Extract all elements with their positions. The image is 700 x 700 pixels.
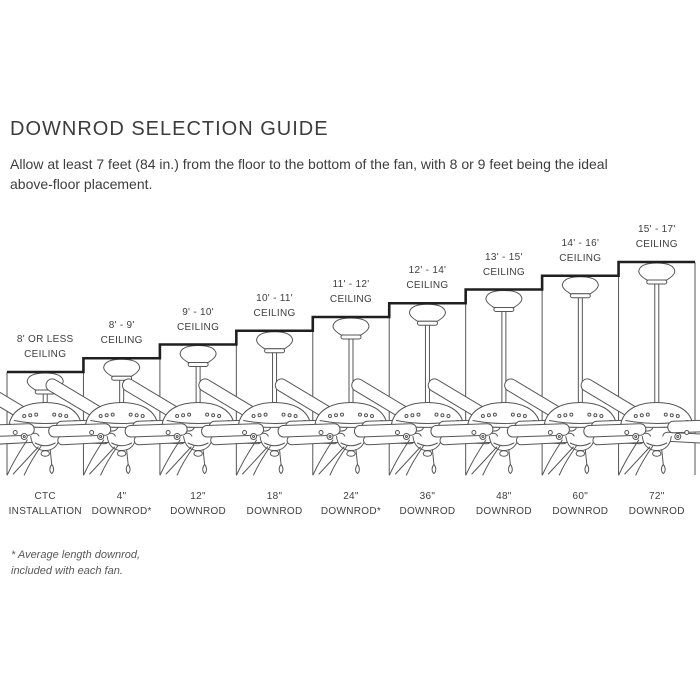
ceiling-word: CEILING xyxy=(329,294,373,305)
ceiling-range: 8' OR LESS xyxy=(16,334,74,345)
ceiling-word: CEILING xyxy=(253,307,296,319)
downrod-word: DOWNROD xyxy=(170,506,227,517)
ceiling-height-label xyxy=(313,275,389,307)
downrod-size: 48" xyxy=(496,491,512,502)
ceiling-height-label xyxy=(236,289,312,321)
ceiling-height-label xyxy=(389,261,465,293)
downrod-size-label xyxy=(542,489,618,519)
downrod-word: DOWNROD xyxy=(552,506,609,517)
downrod-word: DOWNROD xyxy=(399,506,456,517)
ceiling-word: CEILING xyxy=(100,335,143,347)
ceiling-fan-illustration xyxy=(273,318,424,475)
downrod-word: DOWNROD xyxy=(628,506,685,517)
downrod-size-label xyxy=(466,489,542,519)
ceiling-fan-illustration xyxy=(197,332,348,475)
downrod-size-label xyxy=(313,489,389,519)
intro-line-2: above-floor placement. xyxy=(10,176,153,192)
ceiling-word: CEILING xyxy=(24,349,67,360)
ceiling-range: 10' - 11' xyxy=(256,292,293,304)
ceiling-fan-illustration xyxy=(502,277,653,475)
downrod-size: CTC xyxy=(34,491,56,502)
downrod-size: 60" xyxy=(572,491,589,502)
ceiling-word: CEILING xyxy=(559,252,602,264)
downrod-word: DOWNROD* xyxy=(91,506,152,517)
ceiling-height-label xyxy=(619,220,695,252)
downrod-word: DOWNROD* xyxy=(320,506,382,517)
ceiling-height-label xyxy=(542,234,618,266)
ceiling-word: CEILING xyxy=(635,239,678,250)
downrod-word: DOWNROD xyxy=(246,506,303,517)
intro-line-1: Allow at least 7 feet (84 in.) from the floor to the bottom of the fan, with 8 or 9 feet being the ideal xyxy=(10,156,608,172)
ceiling-range: 9' - 10' xyxy=(182,306,214,318)
footnote-line-1: * Average length downrod, xyxy=(11,549,141,561)
downrod-size-label xyxy=(236,489,312,519)
ceiling-range: 14' - 16' xyxy=(561,237,600,249)
ceiling-range: 15' - 17' xyxy=(637,224,676,235)
downrod-size-label xyxy=(619,489,695,519)
downrod-size: 18" xyxy=(266,491,283,502)
downrod-size: 4" xyxy=(116,491,127,502)
footnote-line-2: included with each fan. xyxy=(11,564,123,577)
downrod-size-label xyxy=(389,489,465,519)
ceiling-fan-illustration xyxy=(350,304,501,475)
ceiling-height-label xyxy=(160,303,236,335)
page-title: DOWNROD SELECTION GUIDE xyxy=(10,118,329,140)
downrod-size-label xyxy=(7,489,83,519)
ceiling-range: 13' - 15' xyxy=(485,251,523,263)
ceiling-word: CEILING xyxy=(406,280,449,292)
downrod-size: 72" xyxy=(648,491,665,502)
ceiling-fan-illustration xyxy=(426,291,577,476)
downrod-size-label xyxy=(160,489,236,519)
ceiling-word: CEILING xyxy=(177,321,220,333)
downrod-size-label xyxy=(83,489,159,519)
ceiling-height-label xyxy=(7,330,83,362)
downrod-size: 36" xyxy=(419,491,436,502)
downrod-size: 24" xyxy=(343,491,359,502)
ceiling-range: 12' - 14' xyxy=(408,265,447,277)
downrod-size: 12" xyxy=(190,491,206,502)
ceiling-height-label xyxy=(83,316,159,348)
ceiling-range: 8' - 9' xyxy=(108,320,135,332)
ceiling-range: 11' - 12' xyxy=(332,279,370,290)
downrod-word: INSTALLATION xyxy=(8,506,82,517)
footnote xyxy=(11,548,140,579)
downrod-word: DOWNROD xyxy=(475,506,532,517)
ceiling-word: CEILING xyxy=(482,266,525,278)
ceiling-height-label xyxy=(466,248,542,280)
